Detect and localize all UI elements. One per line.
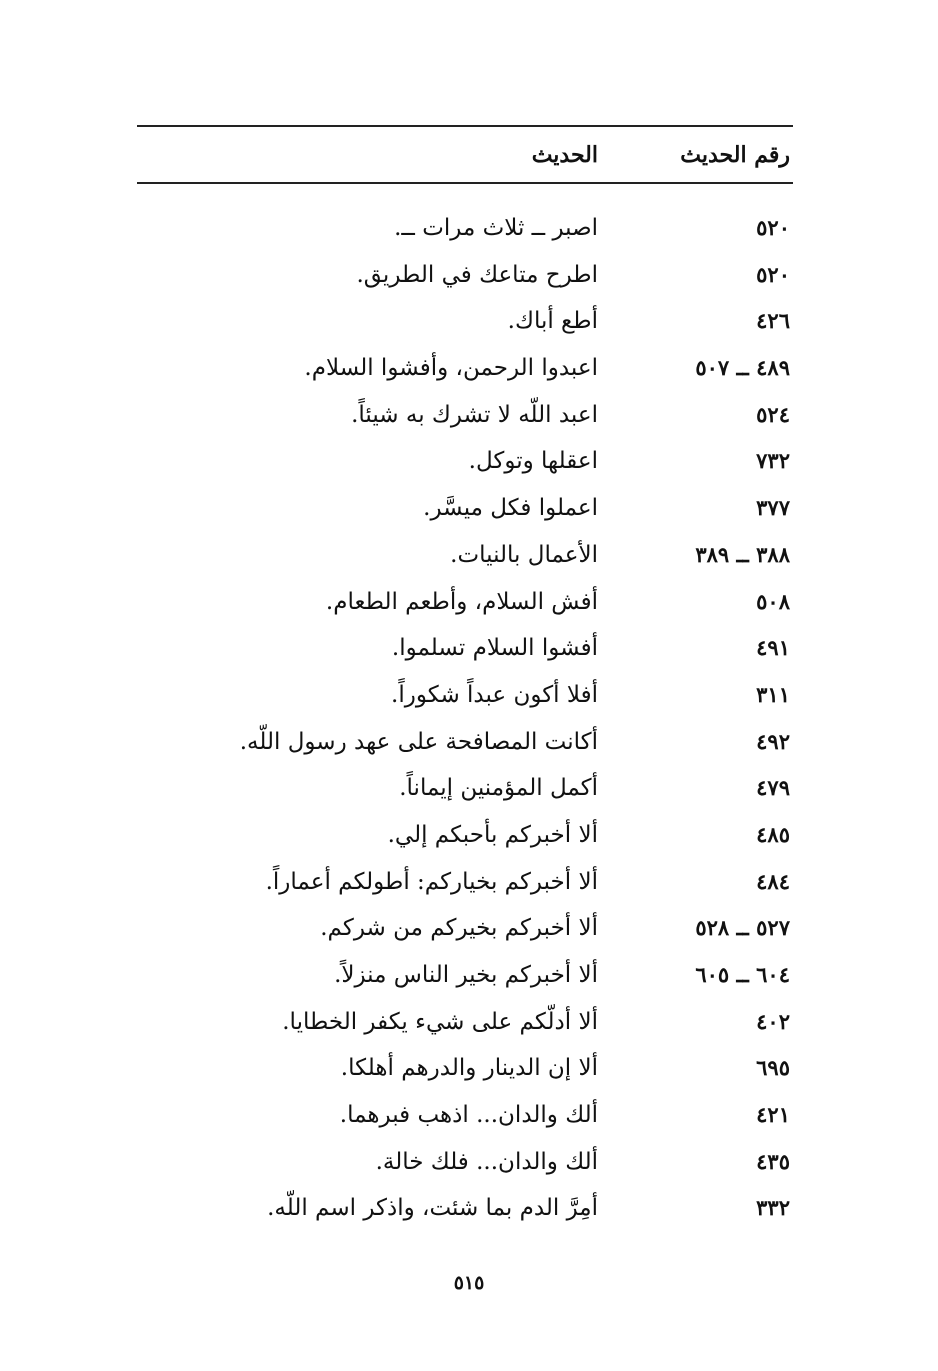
table-row (0, 252, 938, 299)
table-row (0, 1092, 938, 1139)
hadith-number: ٤٩١ (756, 635, 790, 661)
hadith-text: أكمل المؤمنين إيماناً. (399, 775, 598, 802)
hadith-index-list (0, 205, 938, 1232)
table-row (0, 905, 938, 952)
table-row (0, 1045, 938, 1092)
table-row (0, 952, 938, 999)
hadith-text: ألا أخبركم بخير الناس منزلاً. (334, 962, 598, 988)
top-rule (137, 125, 793, 127)
header-rule (137, 182, 793, 184)
table-row (0, 579, 938, 626)
hadith-text: أمِرَّ الدم بما شئت، واذكر اسم اللّه. (267, 1195, 598, 1222)
table-row (0, 719, 938, 766)
hadith-number: ٤٢٦ (756, 308, 790, 334)
table-row (0, 532, 938, 579)
hadith-number: ٦٩٥ (756, 1055, 790, 1081)
table-row (0, 345, 938, 392)
hadith-number: ٤٢١ (756, 1102, 790, 1128)
hadith-number: ٤٨٤ (756, 868, 790, 894)
hadith-number: ٤٨٩ ــ ٥٠٧ (695, 355, 790, 381)
table-row (0, 765, 938, 812)
hadith-number: ٤٣٥ (756, 1148, 790, 1174)
hadith-text: ألا أخبركم بأحبكم إلي. (387, 821, 598, 848)
hadith-text: أفلا أكون عبداً شكوراً. (391, 681, 598, 708)
hadith-text: اعقلها وتوكل. (468, 448, 598, 475)
hadith-text: ألا أخبركم بخيركم من شركم. (320, 915, 598, 942)
table-row (0, 485, 938, 532)
hadith-number: ٥٢٠ (756, 261, 790, 287)
table-row (0, 999, 938, 1046)
hadith-text: اصبر ــ ثلاث مرات ــ. (394, 215, 598, 241)
table-row (0, 1139, 938, 1186)
hadith-text: اعملوا فكل ميسَّر. (423, 495, 598, 522)
table-row (0, 812, 938, 859)
table-row (0, 205, 938, 252)
hadith-text: اطرح متاعك في الطريق. (356, 261, 598, 288)
hadith-number: ٥٢٤ (756, 401, 790, 427)
hadith-number: ٥٢٠ (756, 215, 790, 240)
table-row (0, 1185, 938, 1232)
table-row (0, 392, 938, 439)
hadith-number: ٥٢٧ ــ ٥٢٨ (695, 915, 790, 941)
hadith-text: ألك والدان... اذهب فبرهما. (339, 1102, 598, 1129)
hadith-text: ألا أدلّكم على شيء يكفر الخطايا. (282, 1008, 598, 1035)
hadith-text: اعبد اللّه لا تشرك به شيئاً. (351, 401, 598, 428)
hadith-number: ٣٨٨ ــ ٣٨٩ (695, 541, 790, 567)
table-row (0, 438, 938, 485)
hadith-text: أفشوا السلام تسلموا. (391, 635, 598, 662)
hadith-number: ٣٧٧ (756, 495, 790, 521)
hadith-number: ٣٣٢ (756, 1195, 790, 1221)
table-row (0, 672, 938, 719)
hadith-number: ٦٠٤ ــ ٦٠٥ (695, 962, 790, 987)
table-row (0, 859, 938, 906)
hadith-number: ٣١١ (756, 681, 790, 707)
hadith-text: ألا أخبركم بخياركم: أطولكم أعماراً. (265, 868, 598, 895)
hadith-number: ٤٩٢ (756, 728, 790, 754)
hadith-text: أطع أباك. (507, 308, 598, 335)
hadith-text: اعبدوا الرحمن، وأفشوا السلام. (304, 355, 598, 382)
hadith-number: ٤٨٥ (756, 821, 790, 847)
page-number: ٥١٥ (453, 1272, 485, 1294)
hadith-text: أفش السلام، وأطعم الطعام. (325, 588, 598, 615)
hadith-number: ٧٣٢ (756, 448, 790, 474)
hadith-text: ألا إن الدينار والدرهم أهلكا. (340, 1055, 598, 1082)
hadith-text: ألك والدان... فلك خالة. (375, 1148, 598, 1175)
hadith-text: الأعمال بالنيات. (450, 541, 598, 568)
hadith-text: أكانت المصافحة على عهد رسول اللّه. (239, 728, 598, 755)
table-row (0, 625, 938, 672)
hadith-number: ٤٠٢ (756, 1008, 790, 1034)
hadith-number: ٤٧٩ (756, 775, 790, 801)
header-hadith-label: الحديث (531, 142, 598, 168)
table-row (0, 298, 938, 345)
hadith-number: ٥٠٨ (756, 588, 790, 614)
header-number-label: رقم الحديث (680, 142, 790, 168)
